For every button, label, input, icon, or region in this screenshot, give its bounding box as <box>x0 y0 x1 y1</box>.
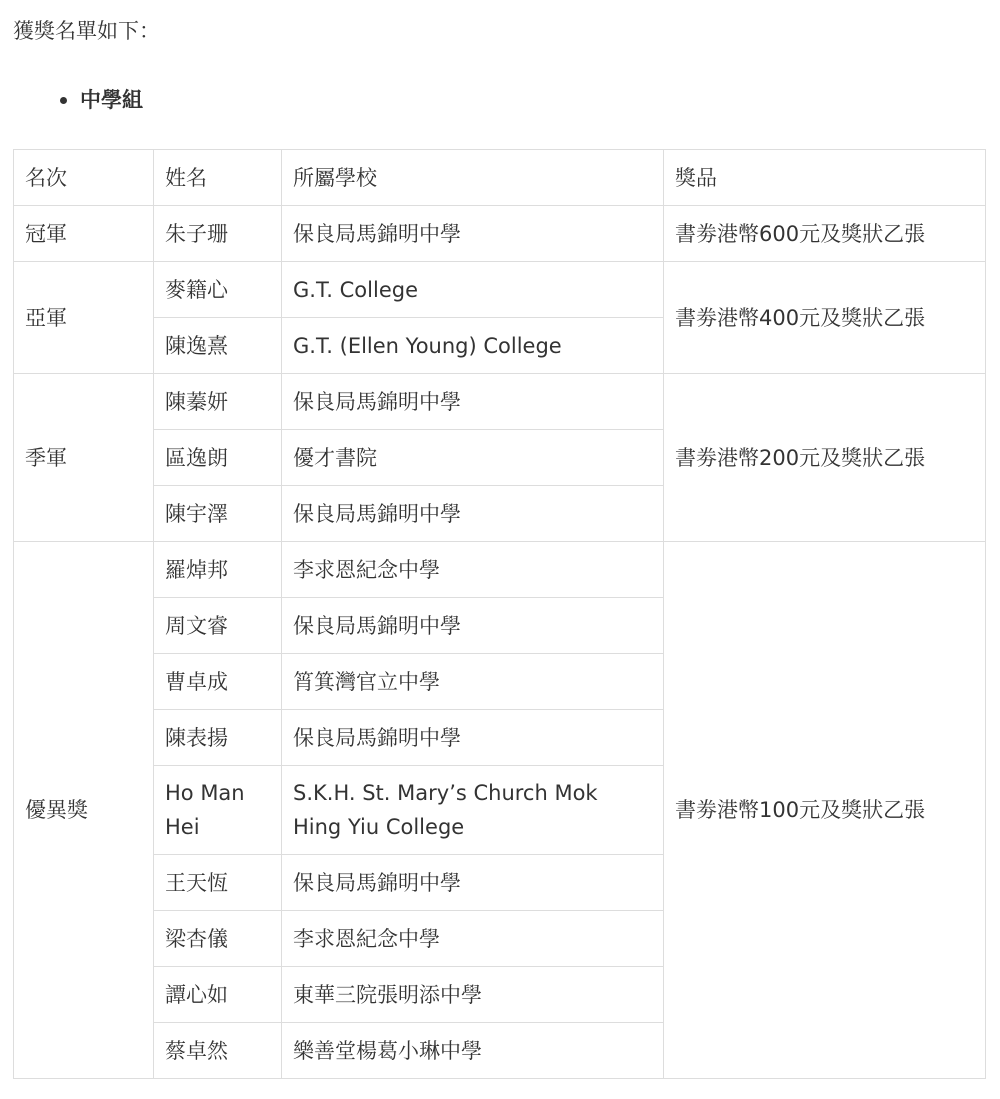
school-cell: 保良局馬錦明中學 <box>282 206 664 262</box>
name-cell: 王天恆 <box>154 855 282 911</box>
school-cell: 保良局馬錦明中學 <box>282 598 664 654</box>
table-row <box>14 374 986 430</box>
school-cell: 優才書院 <box>282 430 664 486</box>
rank-cell: 亞軍 <box>14 262 154 374</box>
table-row <box>14 542 986 598</box>
rank-cell: 優異獎 <box>14 542 154 1079</box>
header-prize: 獎品 <box>664 150 986 206</box>
prize-cell: 書劵港幣200元及獎狀乙張 <box>664 374 986 542</box>
award-table <box>13 149 986 1079</box>
school-cell: 保良局馬錦明中學 <box>282 710 664 766</box>
name-cell: 周文睿 <box>154 598 282 654</box>
rank-cell: 冠軍 <box>14 206 154 262</box>
table-row <box>14 262 986 318</box>
name-cell: Ho Man Hei <box>154 766 282 855</box>
bullet-icon <box>60 97 67 104</box>
name-cell: 蔡卓然 <box>154 1023 282 1079</box>
school-cell: 保良局馬錦明中學 <box>282 486 664 542</box>
header-name: 姓名 <box>154 150 282 206</box>
table-header-row <box>14 150 986 206</box>
school-cell: 保良局馬錦明中學 <box>282 855 664 911</box>
school-cell: 保良局馬錦明中學 <box>282 374 664 430</box>
prize-cell: 書劵港幣100元及獎狀乙張 <box>664 542 986 1079</box>
school-cell: 筲箕灣官立中學 <box>282 654 664 710</box>
name-cell: 梁杏儀 <box>154 911 282 967</box>
school-cell: 東華三院張明添中學 <box>282 967 664 1023</box>
name-cell: 陳蓁妍 <box>154 374 282 430</box>
school-cell: 樂善堂楊葛小琳中學 <box>282 1023 664 1079</box>
group-heading <box>60 85 143 115</box>
group-list <box>60 85 143 115</box>
header-rank: 名次 <box>14 150 154 206</box>
name-cell: 曹卓成 <box>154 654 282 710</box>
name-cell: 麥籍心 <box>154 262 282 318</box>
name-cell: 區逸朗 <box>154 430 282 486</box>
school-cell: S.K.H. St. Mary’s Church Mok Hing Yiu College <box>282 766 664 855</box>
prize-cell: 書劵港幣400元及獎狀乙張 <box>664 262 986 374</box>
name-cell: 譚心如 <box>154 967 282 1023</box>
intro-text: 獲獎名單如下： <box>13 19 160 43</box>
rank-cell: 季軍 <box>14 374 154 542</box>
name-cell: 陳逸熹 <box>154 318 282 374</box>
group-label: 中學組 <box>80 88 143 112</box>
table-row <box>14 206 986 262</box>
school-cell: 李求恩紀念中學 <box>282 542 664 598</box>
name-cell: 陳宇澤 <box>154 486 282 542</box>
school-cell: 李求恩紀念中學 <box>282 911 664 967</box>
name-cell: 陳表揚 <box>154 710 282 766</box>
name-cell: 朱子珊 <box>154 206 282 262</box>
name-cell: 羅焯邦 <box>154 542 282 598</box>
header-school: 所屬學校 <box>282 150 664 206</box>
school-cell: G.T. College <box>282 262 664 318</box>
prize-cell: 書劵港幣600元及獎狀乙張 <box>664 206 986 262</box>
school-cell: G.T. (Ellen Young) College <box>282 318 664 374</box>
